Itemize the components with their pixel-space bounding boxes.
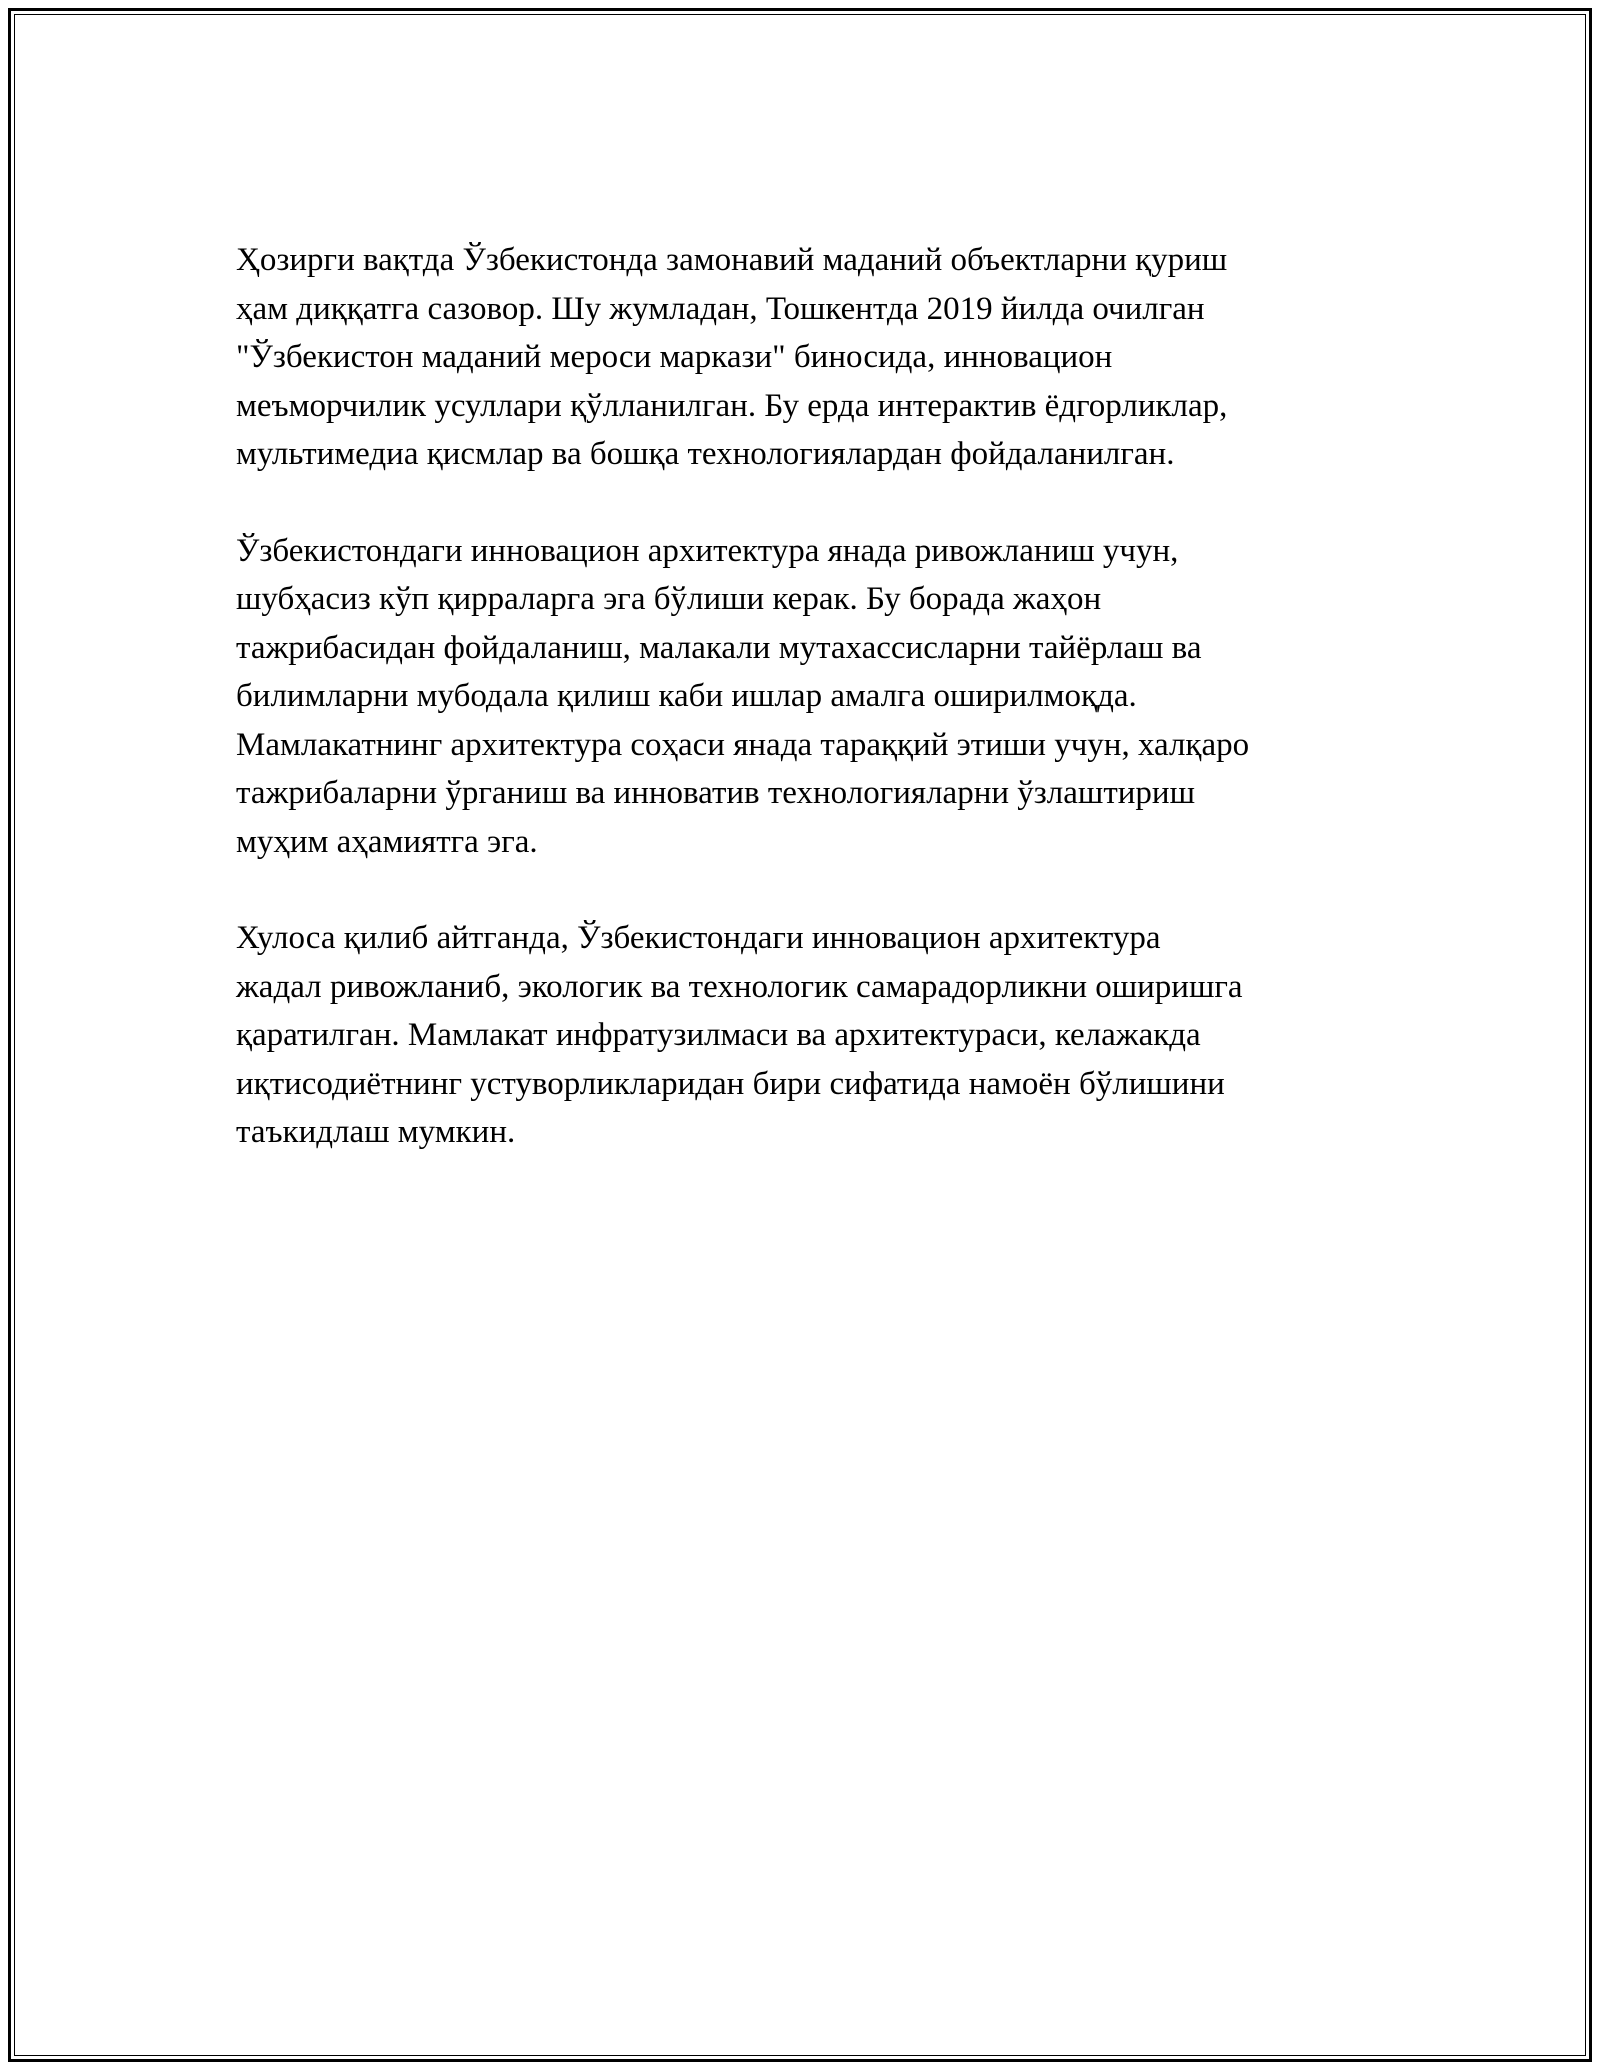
paragraph-line: тажрибаларни ўрганиш ва инноватив технологияларни ўзлаштириш xyxy=(236,775,1195,811)
paragraph-line: таъкидлаш мумкин. xyxy=(236,1114,516,1150)
paragraph-line: Ўзбекистондаги инновацион архитектура янада ривожланиш учун, xyxy=(236,532,1179,569)
paragraph-line: "Ўзбекистон маданий мероси маркази" биносида, инновацион xyxy=(236,339,1113,375)
paragraph-line: тажрибасидан фойдаланиш, малакали мутахассисларни тайёрлаш ва xyxy=(236,629,1202,666)
paragraph-line: мультимедиа қисмлар ва бошқа технологиялардан фойдаланилган. xyxy=(236,436,1175,472)
paragraph-line: Ҳозирги вақтда Ўзбекистонда замонавий маданий объектларни қуриш xyxy=(236,242,1228,278)
document-body xyxy=(236,236,1376,1205)
paragraph-line: билимларни мубодала қилиш каби ишлар амалга оширилмоқда. xyxy=(236,678,1137,714)
paragraph-2 xyxy=(236,527,1376,867)
paragraph-line: муҳим аҳамиятга эга. xyxy=(236,823,538,860)
paragraph-line: иқтисодиётнинг устуворликларидан бири сифатида намоён бўлишини xyxy=(236,1065,1225,1102)
paragraph-line: меъморчилик усуллари қўлланилган. Бу ерда интерактив ёдгорликлар, xyxy=(236,387,1228,424)
paragraph-line: Мамлакатнинг архитектура соҳаси янада тараққий этиши учун, халқаро xyxy=(236,726,1250,763)
paragraph-1 xyxy=(236,236,1376,479)
paragraph-line: қаратилган. Мамлакат инфратузилмаси ва архитектураси, келажакда xyxy=(236,1017,1201,1053)
paragraph-line: жадал ривожланиб, экологик ва технологик самарадорликни оширишга xyxy=(236,968,1243,1005)
paragraph-3 xyxy=(236,914,1376,1157)
paragraph-line: Хулоса қилиб айтганда, Ўзбекистондаги инновацион архитектура xyxy=(236,920,1161,956)
paragraph-line: шубҳасиз кўп қирраларга эга бўлиши керак. Бу борада жаҳон xyxy=(236,581,1102,617)
paragraph-line: ҳам диққатга сазовор. Шу жумладан, Тошкентда 2019 йилда очилган xyxy=(236,290,1205,327)
